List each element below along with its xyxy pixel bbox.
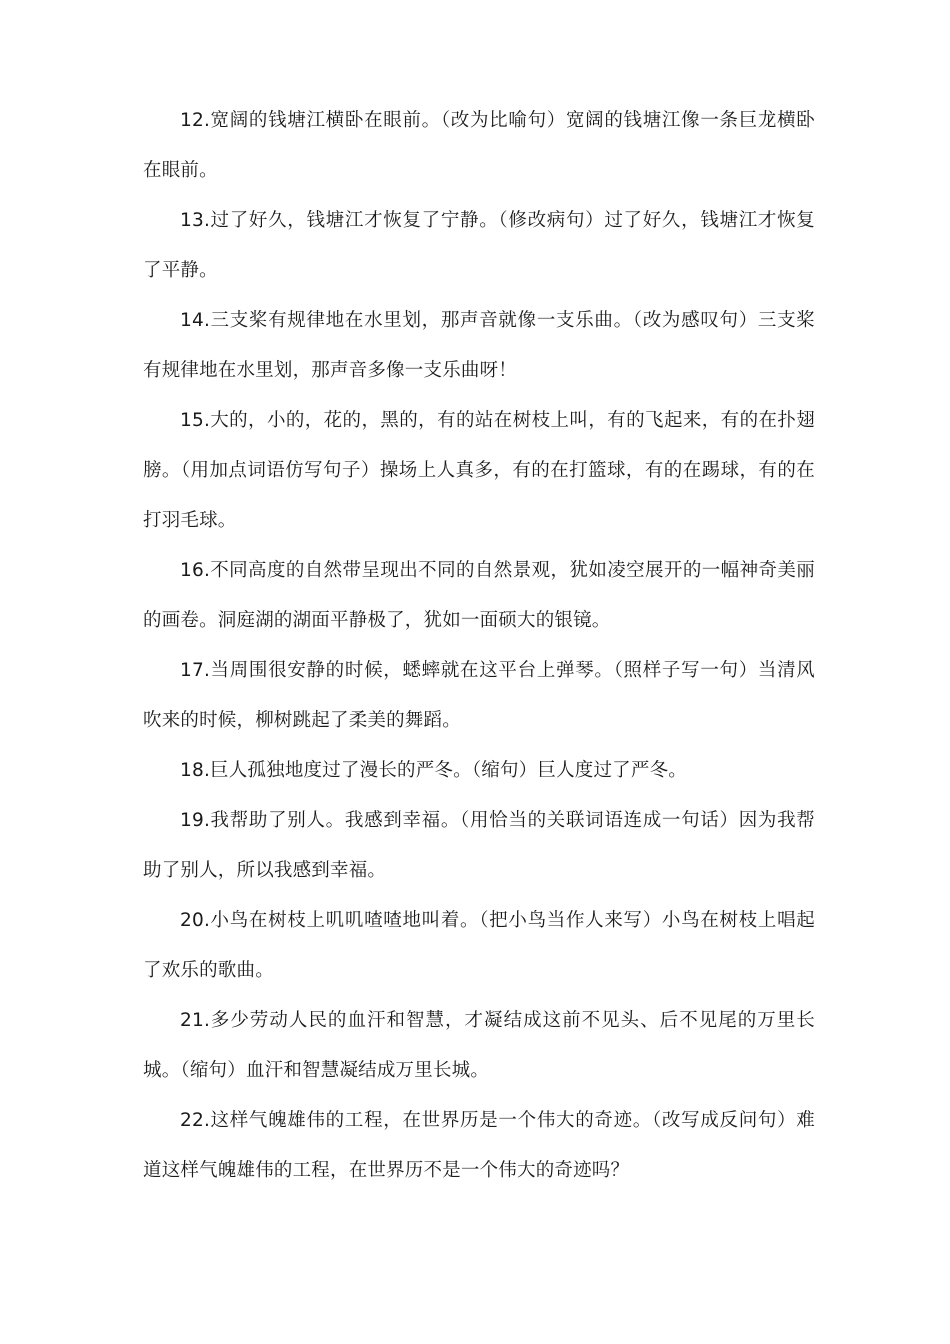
paragraph-20: 20.小鸟在树枝上叽叽喳喳地叫着。（把小鸟当作人来写）小鸟在树枝上唱起了欢乐的歌曲。 <box>143 910 815 981</box>
paragraph-12: 12.宽阔的钱塘江横卧在眼前。（改为比喻句）宽阔的钱塘江像一条巨龙横卧在眼前。 <box>143 110 815 181</box>
paragraph-13: 13.过了好久，钱塘江才恢复了宁静。（修改病句）过了好久，钱塘江才恢复了平静。 <box>143 210 815 281</box>
paragraph-16: 16.不同高度的自然带呈现出不同的自然景观，犹如凌空展开的一幅神奇美丽的画卷。洞庭湖的湖面平静极了，犹如一面硕大的银镜。 <box>143 560 815 631</box>
paragraph-15: 15.大的，小的，花的，黑的，有的站在树枝上叫，有的飞起来，有的在扑翅膀。（用加点词语仿写句子）操场上人真多，有的在打篮球，有的在踢球，有的在打羽毛球。 <box>143 410 815 531</box>
document-body <box>143 96 815 1196</box>
paragraph-18: 18.巨人孤独地度过了漫长的严冬。（缩句）巨人度过了严冬。 <box>180 760 687 781</box>
paragraph-22: 22.这样气魄雄伟的工程，在世界历是一个伟大的奇迹。（改写成反问句）难道这样气魄雄伟的工程，在世界历不是一个伟大的奇迹吗？ <box>143 1110 815 1181</box>
paragraph-17: 17.当周围很安静的时候，蟋蟀就在这平台上弹琴。（照样子写一句）当清风吹来的时候，柳树跳起了柔美的舞蹈。 <box>143 660 815 731</box>
paragraph-21: 21.多少劳动人民的血汗和智慧，才凝结成这前不见头、后不见尾的万里长城。（缩句）血汗和智慧凝结成万里长城。 <box>143 1010 815 1081</box>
paragraph-19: 19.我帮助了别人。我感到幸福。（用恰当的关联词语连成一句话）因为我帮助了别人，所以我感到幸福。 <box>143 810 815 881</box>
paragraph-14: 14.三支桨有规律地在水里划，那声音就像一支乐曲。（改为感叹句）三支桨有规律地在水里划，那声音多像一支乐曲呀！ <box>143 310 815 381</box>
